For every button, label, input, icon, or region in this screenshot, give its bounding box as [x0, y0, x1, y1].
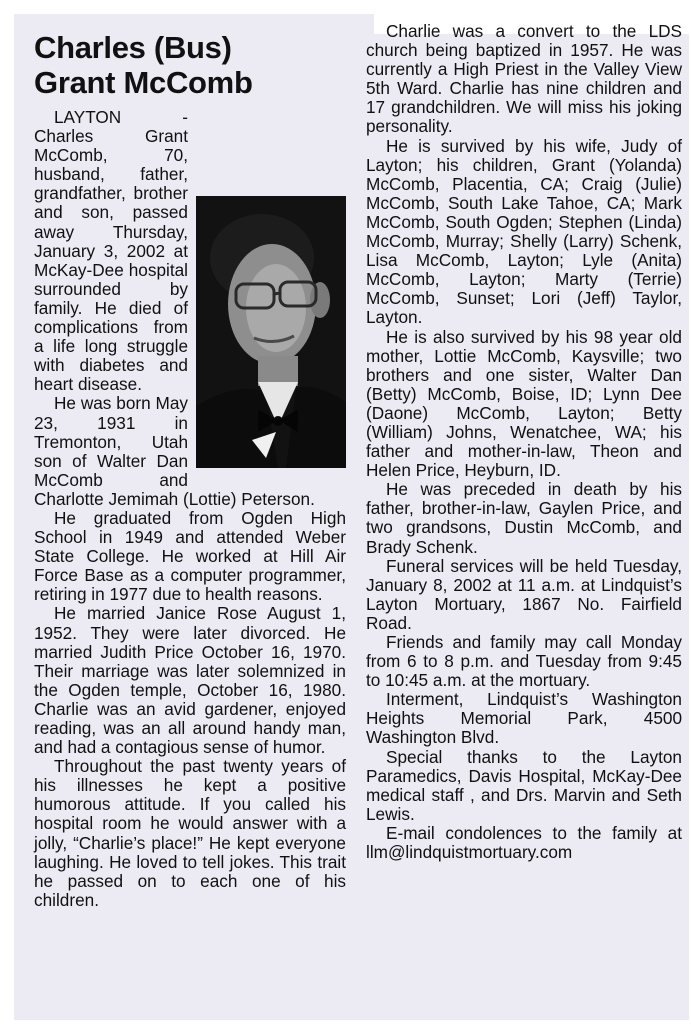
title-line-2: Grant McComb [34, 65, 253, 100]
obituary-paragraph: He is survived by his wife, Judy of Layton; his children, Grant (Yolanda) McComb, Placentia, CA; Craig (Julie) McComb, South Lake Tahoe, CA; Mark McComb, South Ogden; Stephen (Linda) McComb, Murray; Shelly (Larry) Schenk, Lisa McComb, Layton; Lyle (Anita) McComb, Layton; Marty (Terrie) McComb, Sunset; Lori (Jeff) Taylor, Layton. [366, 135, 682, 328]
obituary-paragraph: Friends and family may call Monday from 6 to 8 p.m. and Tuesday from 9:45 to 10:45 a.m. at the mortuary. [366, 632, 682, 691]
obituary-paragraph: He married Janice Rose August 1, 1952. They were later divorced. He married Judith Price October 16, 1970. Their marriage was later solemnized in the Ogden temple, October 16, 1980. Charlie was an avid gardener, enjoyed reading, was an all around handy man, and had a contagious sense of humor. [34, 603, 346, 758]
title-line-1: Charles (Bus) [34, 30, 232, 65]
obituary-paragraph: Funeral services will be held Tuesday, January 8, 2002 at 11 a.m. at Lindquist’s Layton Mortuary, 1867 No. Fairfield Road. [366, 555, 682, 633]
newspaper-clipping [14, 14, 689, 1020]
obituary-paragraph: He was born May 23, 1931 in Tremonton, Utah son of Walter Dan McComb and Charlotte Jemimah (Lottie) Peterson. [34, 393, 315, 509]
obituary-paragraph: He graduated from Ogden High School in 1949 and attended Weber State College. He worked at Hill Air Force Base as a computer programmer, retiring in 1977 due to health reasons. [34, 507, 346, 605]
obituary-paragraph: Special thanks to the Layton Paramedics, Davis Hospital, McKay-Dee medical staff , and Drs. Marvin and Seth Lewis. [366, 746, 682, 824]
right-column [366, 22, 682, 862]
obituary-paragraph: E-mail condolences to the family at llm@lindquistmortuary.com [366, 822, 682, 863]
obituary-paragraph: He was preceded in death by his father, brother-in-law, Gaylen Price, and two grandsons, Dustin McComb, and Brady Schenk. [366, 479, 682, 557]
obituary-paragraph: Interment, Lindquist’s Washington Heights Memorial Park, 4500 Washington Blvd. [366, 689, 682, 748]
obituary-paragraph: Throughout the past twenty years of his illnesses he kept a positive humorous attitude. If you called his hospital room he would answer with a jolly, “Charlie’s place!” He kept everyone laughing. He loved to tell jokes. This trait he passed on to each one of his children. [34, 756, 346, 910]
obituary-paragraph: He is also survived by his 98 year old mother, Lottie McComb, Kaysville; two brothers and one sister, Walter Dan (Betty) McComb, Boise, ID; Lynn Dee (Daone) McComb, Layton; Betty (William) Johns, Wenatchee, WA; his father and mother-in-law, Theon and Helen Price, Heyburn, ID. [366, 326, 682, 481]
left-column [34, 30, 346, 910]
portrait-image [196, 196, 346, 468]
portrait-photo [196, 196, 346, 468]
obituary-paragraph: LAYTON - Charles Grant McComb, 70, husband, father, grandfather, brother and son, passed away Thursday, January 3, 2002 at McKay-Dee hospital surrounded by family. He died of complications from a life long struggle with diabetes and heart disease. [34, 107, 188, 395]
obituary-title [34, 30, 346, 100]
obituary-paragraph: Charlie was a convert to the LDS church being baptized in 1957. He was currently a High Priest in the Valley View 5th Ward. Charlie has nine children and 17 grandchildren. We will miss his joking personality. [366, 21, 682, 137]
